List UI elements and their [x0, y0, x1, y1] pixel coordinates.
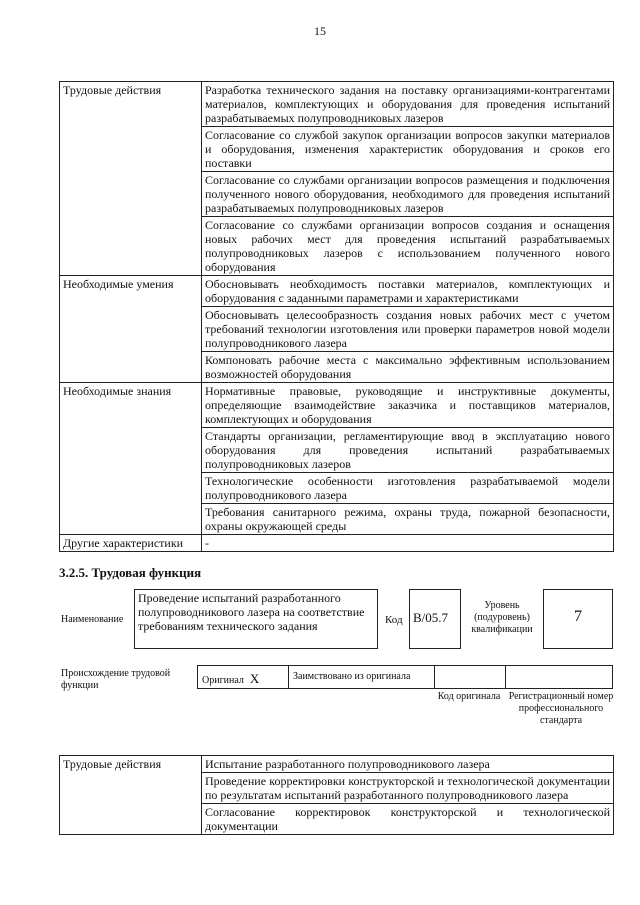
requirement-item: Требования санитарного режима, охраны труда, пожарной безопасности, охраны окружающей среды — [202, 504, 614, 535]
row-group-label: Другие характеристики — [60, 535, 202, 552]
origin-label: Происхождение трудовой функции — [61, 668, 171, 691]
requirement-item: Технологические особенности изготовления разрабатываемой модели полупроводникового лазера — [202, 473, 614, 504]
row-group-label: Необходимые знания — [60, 383, 202, 535]
row-group-label: Трудовые действия — [60, 756, 202, 835]
table-row — [60, 276, 614, 307]
page-number: 15 — [314, 24, 326, 38]
requirement-item: Испытание разработанного полупроводникового лазера — [202, 756, 614, 773]
row-group-label: Необходимые умения — [60, 276, 202, 383]
top-requirements-table — [59, 81, 614, 552]
table-row — [60, 383, 614, 428]
table-row — [60, 82, 614, 127]
requirement-item: - — [202, 535, 614, 552]
name-label: Наименование — [61, 614, 124, 625]
borrowed-cell: Заимствовано из оригинала — [288, 665, 435, 689]
table-row — [60, 756, 614, 773]
requirement-item: Стандарты организации, регламентирующие ввод в эксплуатацию нового оборудования для проведения испытаний разрабатываемых полупроводниковых лазеров — [202, 428, 614, 473]
origin-code-caption: Код оригинала — [437, 691, 501, 702]
requirement-item: Согласование корректировок конструкторской и технологической документации — [202, 804, 614, 835]
table-row — [60, 535, 614, 552]
function-code-box: B/05.7 — [409, 589, 461, 649]
reg-number-cell — [505, 665, 613, 689]
function-name-box: Проведение испытаний разработанного полупроводникового лазера на соответствие требованиям технического задания — [134, 589, 378, 649]
requirement-item: Разработка технического задания на поставку организациями-контрагентами материалов, комплектующих и оборудования для проведения испытаний разрабатываемых полупроводниковых лазеров — [202, 82, 614, 127]
requirement-item: Проведение корректировки конструкторской и технологической документации по результатам испытаний разработанного полупроводникового лазера — [202, 773, 614, 804]
reg-number-caption: Регистрационный номер профессионального стандарта — [508, 691, 614, 726]
original-label: Оригинал — [202, 675, 244, 686]
section-heading: 3.2.5. Трудовая функция — [59, 565, 202, 580]
requirement-item: Обосновывать необходимость поставки материалов, комплектующих и оборудования с заданными параметрами и характеристиками — [202, 276, 614, 307]
requirement-item: Согласование со службами организации вопросов размещения и подключения полученного нового оборудования, необходимого для проведения испытаний разрабатываемых полупроводниковых лазеров — [202, 172, 614, 217]
requirement-item: Компоновать рабочие места с максимально эффективным использованием возможностей оборудования — [202, 352, 614, 383]
requirement-item: Согласование со службами организации вопросов создания и оснащения новых рабочих мест для проведения испытаний разрабатываемых полупроводниковых лазеров с использованием полученного нового оборудования — [202, 217, 614, 276]
original-cell — [197, 665, 289, 689]
requirement-item: Согласование со службой закупок организации вопросов закупки материалов и оборудования, изменения характеристик оборудования и сроков его поставки — [202, 127, 614, 172]
code-label: Код — [385, 614, 403, 626]
requirement-item: Обосновывать целесообразность создания новых рабочих мест с учетом требований технологии изготовления или проверки параметров новой модели полупроводникового лазера — [202, 307, 614, 352]
original-mark: X — [249, 671, 260, 686]
origin-code-cell — [434, 665, 506, 689]
level-label: Уровень (подуровень) квалификации — [471, 600, 533, 635]
row-group-label: Трудовые действия — [60, 82, 202, 276]
requirement-item: Нормативные правовые, руководящие и инструктивные документы, определяющие взаимодействие заказчика и поставщиков материалов, комплектующих и оборудования — [202, 383, 614, 428]
level-value-box: 7 — [543, 589, 613, 649]
bottom-requirements-table — [59, 755, 614, 835]
